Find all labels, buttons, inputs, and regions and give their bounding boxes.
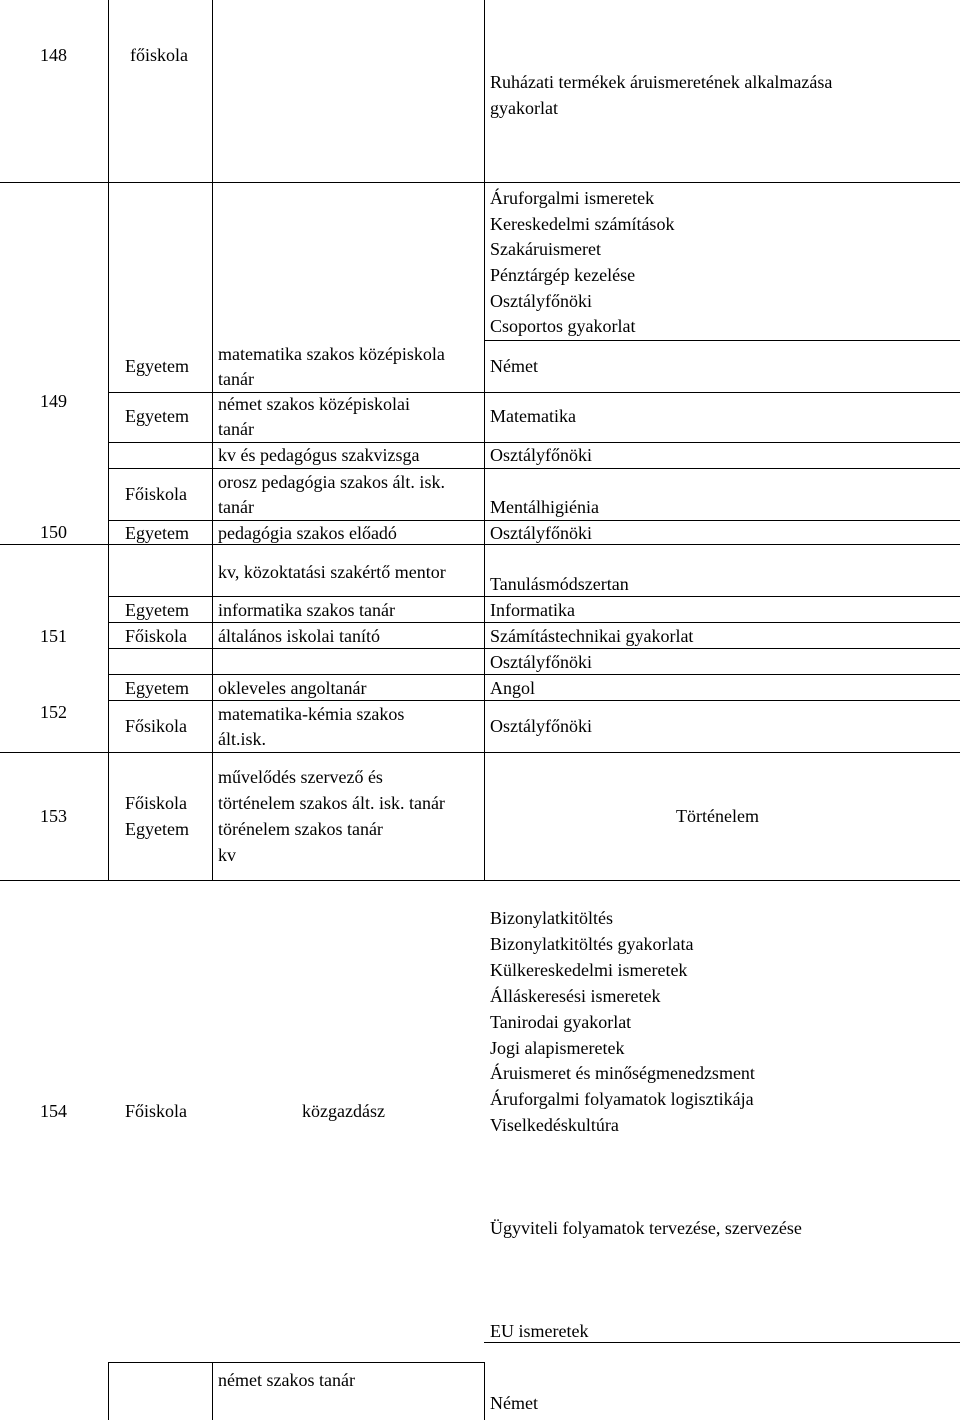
subject: Viselkedéskultúra xyxy=(490,1115,619,1135)
institution: Egyetem xyxy=(125,406,189,426)
row-number: 149 xyxy=(40,391,67,411)
subject: Pénztárgép kezelése xyxy=(490,265,636,285)
column-rule xyxy=(484,0,485,880)
subject: Csoportos gyakorlat xyxy=(490,316,636,336)
subject: Angol xyxy=(490,678,535,698)
institution: Egyetem xyxy=(125,356,189,376)
qualification: ált.isk. xyxy=(218,729,266,749)
institution: Főiskola xyxy=(125,793,188,813)
subject: Tanirodai gyakorlat xyxy=(490,1012,632,1032)
row-number: 151 xyxy=(40,626,67,646)
qualification: művelődés szervező és xyxy=(218,767,383,787)
institution: Főiskola xyxy=(125,626,188,646)
row-number: 150 xyxy=(40,522,67,542)
column-rule xyxy=(212,1362,213,1420)
row-rule xyxy=(0,544,960,545)
row-rule xyxy=(108,1362,484,1363)
row-rule xyxy=(108,520,960,521)
qualification: törénelem szakos tanár xyxy=(218,819,383,839)
qualification: pedagógia szakos előadó xyxy=(218,523,397,543)
qualification: matematika-kémia szakos xyxy=(218,704,405,724)
subject: Ügyviteli folyamatok tervezése, szervezése xyxy=(490,1218,802,1238)
column-rule xyxy=(108,1362,109,1420)
column-rule xyxy=(212,0,213,880)
subject: Osztályfőnöki xyxy=(490,523,592,543)
qualification: informatika szakos tanár xyxy=(218,600,395,620)
subject: Tanulásmódszertan xyxy=(490,574,629,594)
institution: Egyetem xyxy=(125,819,189,839)
row-rule xyxy=(108,648,960,649)
subject: Ruházati termékek áruismeretének alkalmazása xyxy=(490,72,833,92)
column-rule xyxy=(484,1362,485,1420)
row-number: 153 xyxy=(40,806,67,826)
subject: Bizonylatkitöltés gyakorlata xyxy=(490,934,694,954)
qualification: kv és pedagógus szakvizsga xyxy=(218,445,420,465)
qualification: közgazdász xyxy=(302,1101,385,1121)
institution: főiskola xyxy=(130,45,188,65)
qualification: kv, közoktatási szakértő mentor xyxy=(218,562,446,582)
row-rule xyxy=(108,700,960,701)
institution: Egyetem xyxy=(125,600,189,620)
row-rule xyxy=(108,622,960,623)
qualification: német szakos középiskolai xyxy=(218,394,410,414)
row-rule xyxy=(0,880,960,881)
row-number: 154 xyxy=(40,1101,67,1121)
row-rule xyxy=(484,1342,960,1343)
row-rule xyxy=(484,340,960,341)
qualification: történelem szakos ált. isk. tanár xyxy=(218,793,445,813)
qualification: okleveles angoltanár xyxy=(218,678,367,698)
subject: Mentálhigiénia xyxy=(490,497,599,517)
subject: EU ismeretek xyxy=(490,1321,589,1341)
subject: Osztályfőnöki xyxy=(490,652,592,672)
institution: Fősikola xyxy=(125,716,188,736)
subject: gyakorlat xyxy=(490,98,558,118)
subject: Számítástechnikai gyakorlat xyxy=(490,626,694,646)
subject: Osztályfőnöki xyxy=(490,291,592,311)
row-rule xyxy=(108,442,960,443)
subject: Informatika xyxy=(490,600,575,620)
subject: Áruforgalmi folyamatok logisztikája xyxy=(490,1089,754,1109)
subject: Történelem xyxy=(676,806,759,826)
subject: Áruforgalmi ismeretek xyxy=(490,188,655,208)
subject: Álláskeresési ismeretek xyxy=(490,986,661,1006)
row-number: 152 xyxy=(40,702,67,722)
qualification: orosz pedagógia szakos ált. isk. xyxy=(218,472,445,492)
subject: Áruismeret és minőségmenedzsment xyxy=(490,1063,755,1083)
column-rule xyxy=(108,0,109,880)
institution: Egyetem xyxy=(125,678,189,698)
subject: Osztályfőnöki xyxy=(490,716,592,736)
row-rule xyxy=(108,596,960,597)
institution: Egyetem xyxy=(125,523,189,543)
qualification: tanár xyxy=(218,419,254,439)
row-number: 148 xyxy=(40,45,67,65)
subject: Bizonylatkitöltés xyxy=(490,908,613,928)
qualification: matematika szakos középiskola xyxy=(218,344,445,364)
row-rule xyxy=(108,392,960,393)
institution: Főiskola xyxy=(125,1101,188,1121)
qualification: tanár xyxy=(218,497,254,517)
row-rule xyxy=(0,752,960,753)
qualification: tanár xyxy=(218,369,254,389)
subject: Szakáruismeret xyxy=(490,239,601,259)
row-rule xyxy=(108,674,960,675)
row-rule xyxy=(0,182,960,183)
subject: Német xyxy=(490,356,538,376)
qualification: általános iskolai tanító xyxy=(218,626,380,646)
subject: Matematika xyxy=(490,406,576,426)
subject: Osztályfőnöki xyxy=(490,445,592,465)
qualification: kv xyxy=(218,845,236,865)
subject: Külkereskedelmi ismeretek xyxy=(490,960,688,980)
subject: Német xyxy=(490,1393,538,1413)
qualification: német szakos tanár xyxy=(218,1370,355,1390)
row-rule xyxy=(108,468,960,469)
subject: Kereskedelmi számítások xyxy=(490,214,675,234)
institution: Főiskola xyxy=(125,484,188,504)
subject: Jogi alapismeretek xyxy=(490,1038,625,1058)
